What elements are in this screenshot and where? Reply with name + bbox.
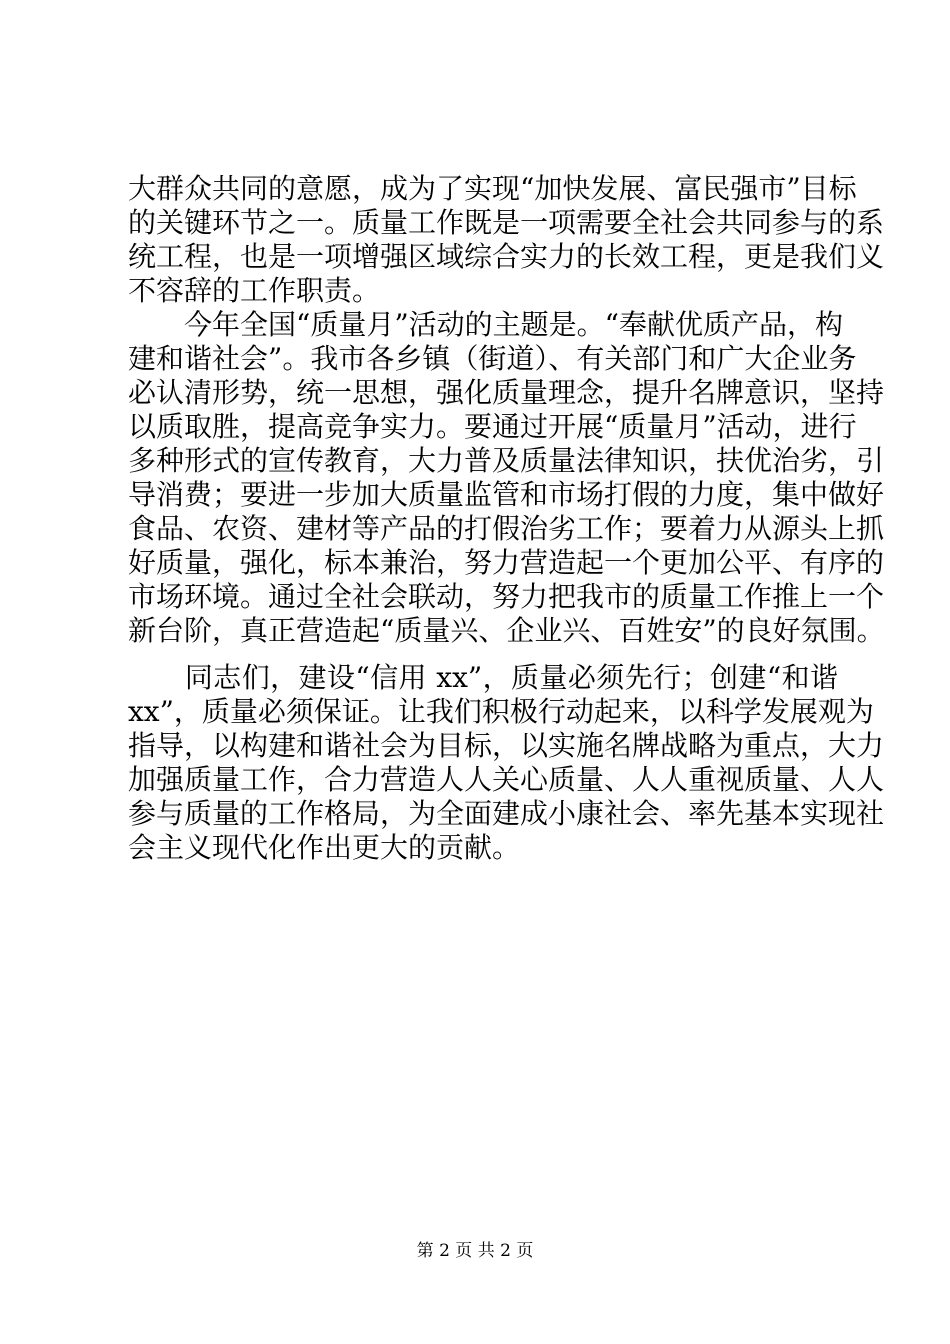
paragraph-line: 指导，以构建和谐社会为目标，以实施名牌战略为重点，大力 [128,729,885,762]
paragraph-line: 统工程，也是一项增强区域综合实力的长效工程，更是我们义 [128,240,885,273]
paragraph-line: 市场环境。通过全社会联动，努力把我市的质量工作推上一个 [128,580,885,613]
paragraph-line: 必认清形势，统一思想，强化质量理念，提升名牌意识，坚持 [128,376,885,409]
paragraph-line: 多种形式的宣传教育，大力普及质量法律知识，扶优治劣，引 [128,444,885,477]
paragraph-line: 参与质量的工作格局，为全面建成小康社会、率先基本实现社 [128,797,885,830]
page-number-footer: 第 2 页 共 2 页 [416,1241,534,1261]
paragraph-line: 食品、农资、建材等产品的打假治劣工作；要着力从源头上抓 [128,512,885,545]
paragraph-line: 不容辞的工作职责。 [128,274,381,307]
paragraph-line: 大群众共同的意愿，成为了实现“加快发展、富民强市”目标 [128,172,857,205]
paragraph-line: 会主义现代化作出更大的贡献。 [128,831,521,864]
paragraph-line: xx”，质量必须保证。让我们积极行动起来，以科学发展观为 [128,695,874,728]
paragraph-line: 以质取胜，提高竞争实力。要通过开展“质量月”活动，进行 [128,410,857,443]
paragraph-line: 加强质量工作，合力营造人人关心质量、人人重视质量、人人 [128,763,885,796]
paragraph-line: 同志们，建设“信用 xx”，质量必须先行；创建“和谐 [128,661,838,694]
paragraph-line: 导消费；要进一步加大质量监管和市场打假的力度，集中做好 [128,478,885,511]
paragraph-line: 新台阶，真正营造起“质量兴、企业兴、百姓安”的良好氛围。 [128,614,885,647]
paragraph-line: 今年全国“质量月”活动的主题是。“奉献优质产品，构 [128,308,843,341]
paragraph-line: 的关键环节之一。质量工作既是一项需要全社会共同参与的系 [128,206,885,239]
paragraph-line: 好质量，强化，标本兼治，努力营造起一个更加公平、有序的 [128,546,885,579]
paragraph-line: 建和谐社会”。我市各乡镇（街道）、有关部门和广大企业务 [128,342,857,375]
